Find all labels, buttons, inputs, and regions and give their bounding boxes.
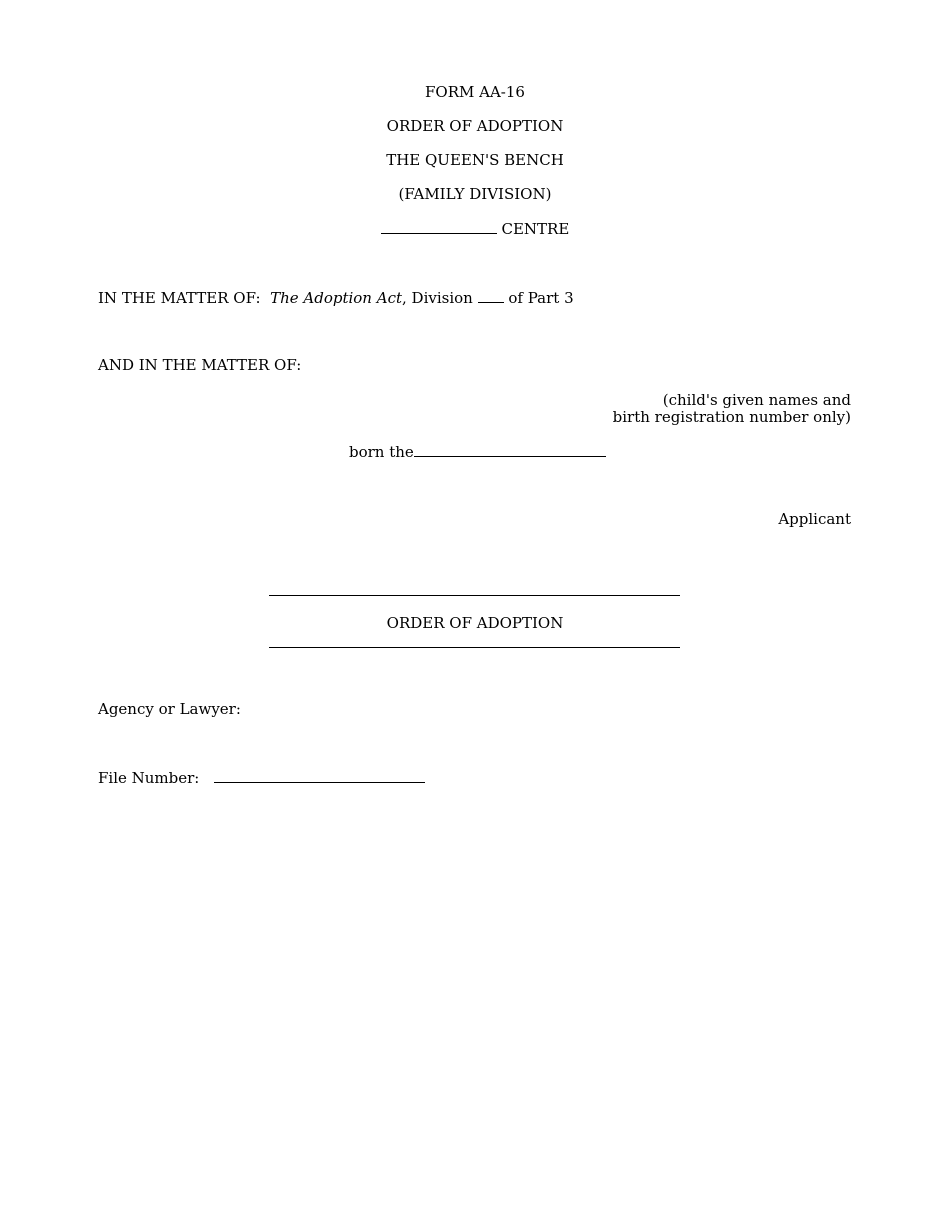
title-rule-top [269, 595, 680, 596]
centre-label: CENTRE [501, 220, 570, 238]
form-title: ORDER OF ADOPTION [386, 117, 564, 135]
born-label: born the [349, 443, 414, 461]
title-rule-bottom [269, 647, 680, 648]
child-note-line-1: (child's given names and [662, 391, 851, 409]
child-note-line-2: birth registration number only) [612, 408, 851, 426]
part-text: of Part 3 [508, 289, 574, 307]
division-blank[interactable] [478, 288, 504, 303]
born-date-blank[interactable] [414, 442, 606, 457]
agency-label: Agency or Lawyer: [98, 700, 241, 718]
act-name: The Adoption Act [270, 289, 403, 307]
centre-line [0, 219, 950, 238]
centre-blank[interactable] [381, 219, 497, 234]
second-matter-label: AND IN THE MATTER OF: [98, 356, 302, 374]
form-number: FORM AA-16 [425, 83, 525, 101]
child-note [613, 392, 851, 426]
court-division: (FAMILY DIVISION) [398, 185, 552, 203]
applicant-label: Applicant [778, 510, 851, 528]
matter-prefix: IN THE MATTER OF: [98, 289, 261, 307]
born-line [349, 442, 606, 461]
title-block-title: ORDER OF ADOPTION [386, 614, 564, 632]
file-number-blank[interactable] [214, 768, 425, 783]
court-name: THE QUEEN'S BENCH [386, 151, 564, 169]
file-number-label: File Number: [98, 769, 200, 787]
division-text: , Division [402, 289, 473, 307]
matter-line [98, 288, 574, 307]
file-number-line [98, 768, 425, 787]
